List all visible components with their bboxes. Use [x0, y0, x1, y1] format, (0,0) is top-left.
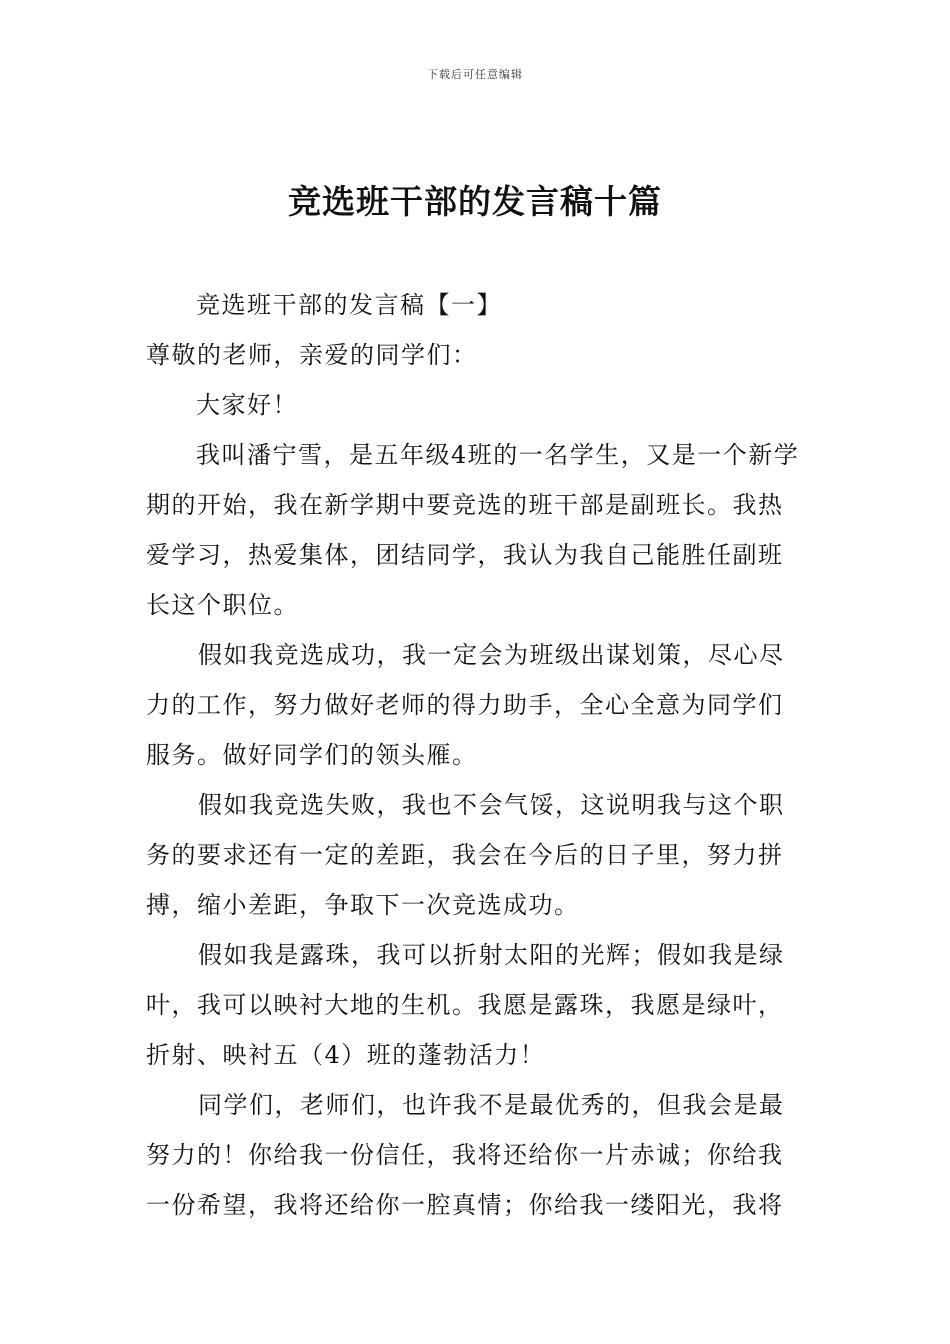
paragraph: 假如我竞选失败，我也不会气馁，这说明我与这个职务的要求还有一定的差距，我会在今后的日子里，努力拼搏，缩小差距，争取下一次竞选成功。	[146, 791, 785, 919]
header-note: 下载后可任意编辑	[427, 68, 523, 81]
document-body	[146, 280, 808, 1230]
paragraph: 假如我竞选成功，我一定会为班级出谋划策，尽心尽力的工作，努力做好老师的得力助手，全心全意为同学们服务。做好同学们的领头雁。	[146, 641, 785, 769]
section-heading: 竞选班干部的发言稿【一】	[196, 291, 502, 319]
paragraph: 假如我是露珠，我可以折射太阳的光辉；假如我是绿叶，我可以映衬大地的生机。我愿是露珠，我愿是绿叶，折射、映衬五（4）班的蓬勃活力！	[146, 941, 785, 1069]
document-title: 竞选班干部的发言稿十篇	[288, 182, 662, 221]
salutation: 尊敬的老师，亲爱的同学们：	[146, 341, 478, 369]
paragraph: 我叫潘宁雪，是五年级4班的一名学生，又是一个新学期的开始，我在新学期中要竞选的班干部是副班长。我热爱学习，热爱集体，团结同学，我认为我自己能胜任副班长这个职位。	[146, 441, 800, 619]
paragraph: 同学们，老师们，也许我不是最优秀的，但我会是最努力的！你给我一份信任，我将还给你一片赤诚；你给我一份希望，我将还给你一腔真情；你给我一缕阳光，我将	[146, 1091, 785, 1219]
greeting: 大家好！	[196, 391, 298, 419]
